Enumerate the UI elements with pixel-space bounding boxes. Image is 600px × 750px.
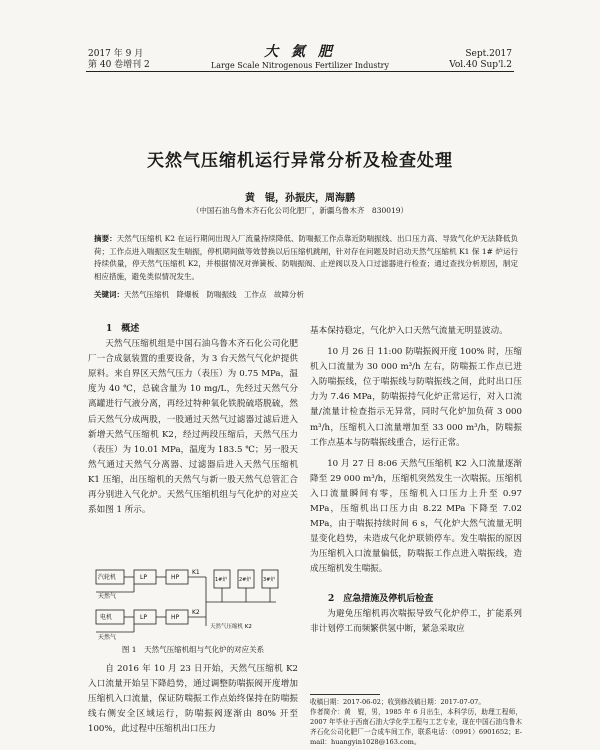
gasifier-1-label: 1#炉 [215,577,228,583]
section-2-heading: 2 应急措施及停机后检查 [328,593,434,604]
journal-logo: 大 氮 肥 [264,44,336,60]
lp-label-top: LP [140,574,147,581]
article-affiliation: （中国石油乌鲁木齐石化公司化肥厂，新疆乌鲁木齐 830019） [191,206,409,215]
gasifier-3-label: 3#炉 [263,577,276,583]
header-volume-en: Vol.40 Sup'l.2 [449,60,512,70]
inlet-label-top: 天然气 [98,593,117,600]
left-column [88,322,298,518]
running-header [0,0,600,78]
machine-label-top: K1 [192,569,200,576]
header-rule [86,71,514,72]
section-1-paragraph-2: 自 2016 年 10 月 23 日开始，天然气压缩机 K2 入口流量开始呈下降趋势，通过调整防喘振阀开度增加压缩机入口流量，保证防喘振工作点始终保持在防喘振线右侧安全区域运行，防喘振阀逐渐由 80% 开至 100%，此过程中压缩机出口压力 [88,664,298,735]
outlet-label: 天然气压缩机 K2 [210,624,252,630]
abstract-label: 摘要： [94,234,117,243]
header-volume-cn: 第 40 卷增刊 2 [88,60,150,70]
header-date-en: Sept.2017 [465,49,512,59]
right-column [310,324,522,637]
footnote [310,697,522,747]
inlet-label-bottom: 天然气 [98,634,117,641]
header-right [449,49,512,71]
footnote-received: 收稿日期：2017-06-02；收到修改稿日期：2017-07-07。 [310,698,485,706]
figure-1-diagram [94,566,290,644]
figure-1 [94,566,290,644]
lp-label-bottom: LP [140,614,147,621]
abstract-text: 天然气压缩机 K2 在运行期间出现入厂流量持续降低、防喘振工作点靠近防喘振线、出口压力高、导致气化炉无法降低负荷；工作点进入喘振区发生喘振，停机期间做等效替换以后压缩机跳闸，针对存在问题及时启动天然气压缩机 K1 保 1# 炉运行持续供量，停天然气压缩机 K2，并根据情况对弹簧板、防喘振阀、止逆阀以及入口过滤器进行检查；通过查找分析原因，制定相应措施，避免类似情况发生。 [94,234,519,282]
gasifier-2-label: 2#炉 [239,577,252,583]
figure-1-caption: 图 1 天然气压缩机组与气化炉的对应关系 [121,645,265,654]
driver-label-bottom: 电机 [100,614,113,621]
journal-subtitle: Large Scale Nitrogenous Fertilizer Industry [210,61,390,70]
hp-label-bottom: HP [171,614,180,621]
hp-label-top: HP [171,574,180,581]
keywords-text: 天然气压缩机 降爆板 防喘振线 工作点 故障分析 [124,290,304,299]
abstract [94,233,518,284]
driver-label-top: 汽轮机 [98,574,117,581]
section-2-paragraph-1: 为避免压缩机再次喘振导致气化炉停工，扩能系列非计划停工而频繁供氢中断，紧急采取应 [310,608,522,634]
keywords-label: 关键词： [94,290,124,299]
section-1-paragraph-3: 基本保持稳定，气化炉入口天然气流量无明显波动。 [310,326,508,336]
left-column-continued [88,662,298,737]
section-1-paragraph-1: 天然气压缩机组是中国石油乌鲁木齐石化公司化肥厂一合成氨装置的重要设备，为 3 台天然气气化炉提供原料。来自界区天然气压力（表压）为 0.75 MPa，温度为 40 ℃，总硫含量为 10 mg/L，先经过天然气分离罐进行气液分离，再经过特种氧化铁脱硫塔脱硫，然后天然气分成两股，一股通过天然气过滤器过滤后进入新增天然气压缩机 K2，经过两段压缩后，天然气压力（表压）为 10.01 MPa，温度为 183.5 ℃；另一股天然气通过天然气分离器、过滤器后进入天然气压缩机 K1 压缩，出压缩机的天然气与新一股天然气总管汇合再分别进入气化炉。天然气压缩机组与气化炉的对应关系如图 1 所示。 [88,339,298,516]
section-1-heading: 1 概述 [106,324,140,334]
section-1-paragraph-5: 10 月 27 日 8:06 天然气压缩机 K2 入口流量逐渐降至 29 000 m³/h，压缩机突然发生一次喘振。压缩机入口流量瞬间有零，压缩机入口压力上升至 0.97 MPa，压缩机出口压力由 8.22 MPa 下降至 7.02 MPa，由于喘振持续时间 6 s，气化炉大然气流量无明显变化趋势，未造成气化炉联锁停车。发生喘振的原因为压缩机入口流量偏低，防喘振工作点进入喘振线，造成压缩机发生喘振。 [310,458,522,575]
article-title: 天然气压缩机运行异常分析及检查处理 [147,151,453,171]
section-1-paragraph-4: 10 月 26 日 11:00 防喘振阀开度 100% 时，压缩机入口流量为 30 000 m³/h 左右，防喘振工作点已进入防喘振线，位于喘振线与防喘振线之间，此时出口压力为 7.46 MPa，防喘振持气化炉正常运行，对入口流量/流量计检查指示无异常，同时气化炉加负荷 3 000 m³/h，压缩机入口流量增加至 33 000 m³/h，防喘振工作点基本与防喘振线重合，运行正常。 [310,347,522,448]
footnote-author-bio: 作者简介：黄 锟，男，1985 年 6 月出生，本科学历，助理工程师，2007 年毕业于西南石油大学化学工程与工艺专业，现在中国石油乌鲁木齐石化公司化肥厂一合成车间工作，联系电话：（0991）6901652；E-mail：huangyin1028@163.com。 [310,708,522,746]
machine-label-bottom: K2 [192,609,200,616]
keywords [94,289,518,301]
article-authors: 黄 锟，孙振庆，周海鹏 [245,193,355,204]
footnote-rule [310,694,380,695]
header-year-issue: 2017 年 9 月 [88,49,144,59]
